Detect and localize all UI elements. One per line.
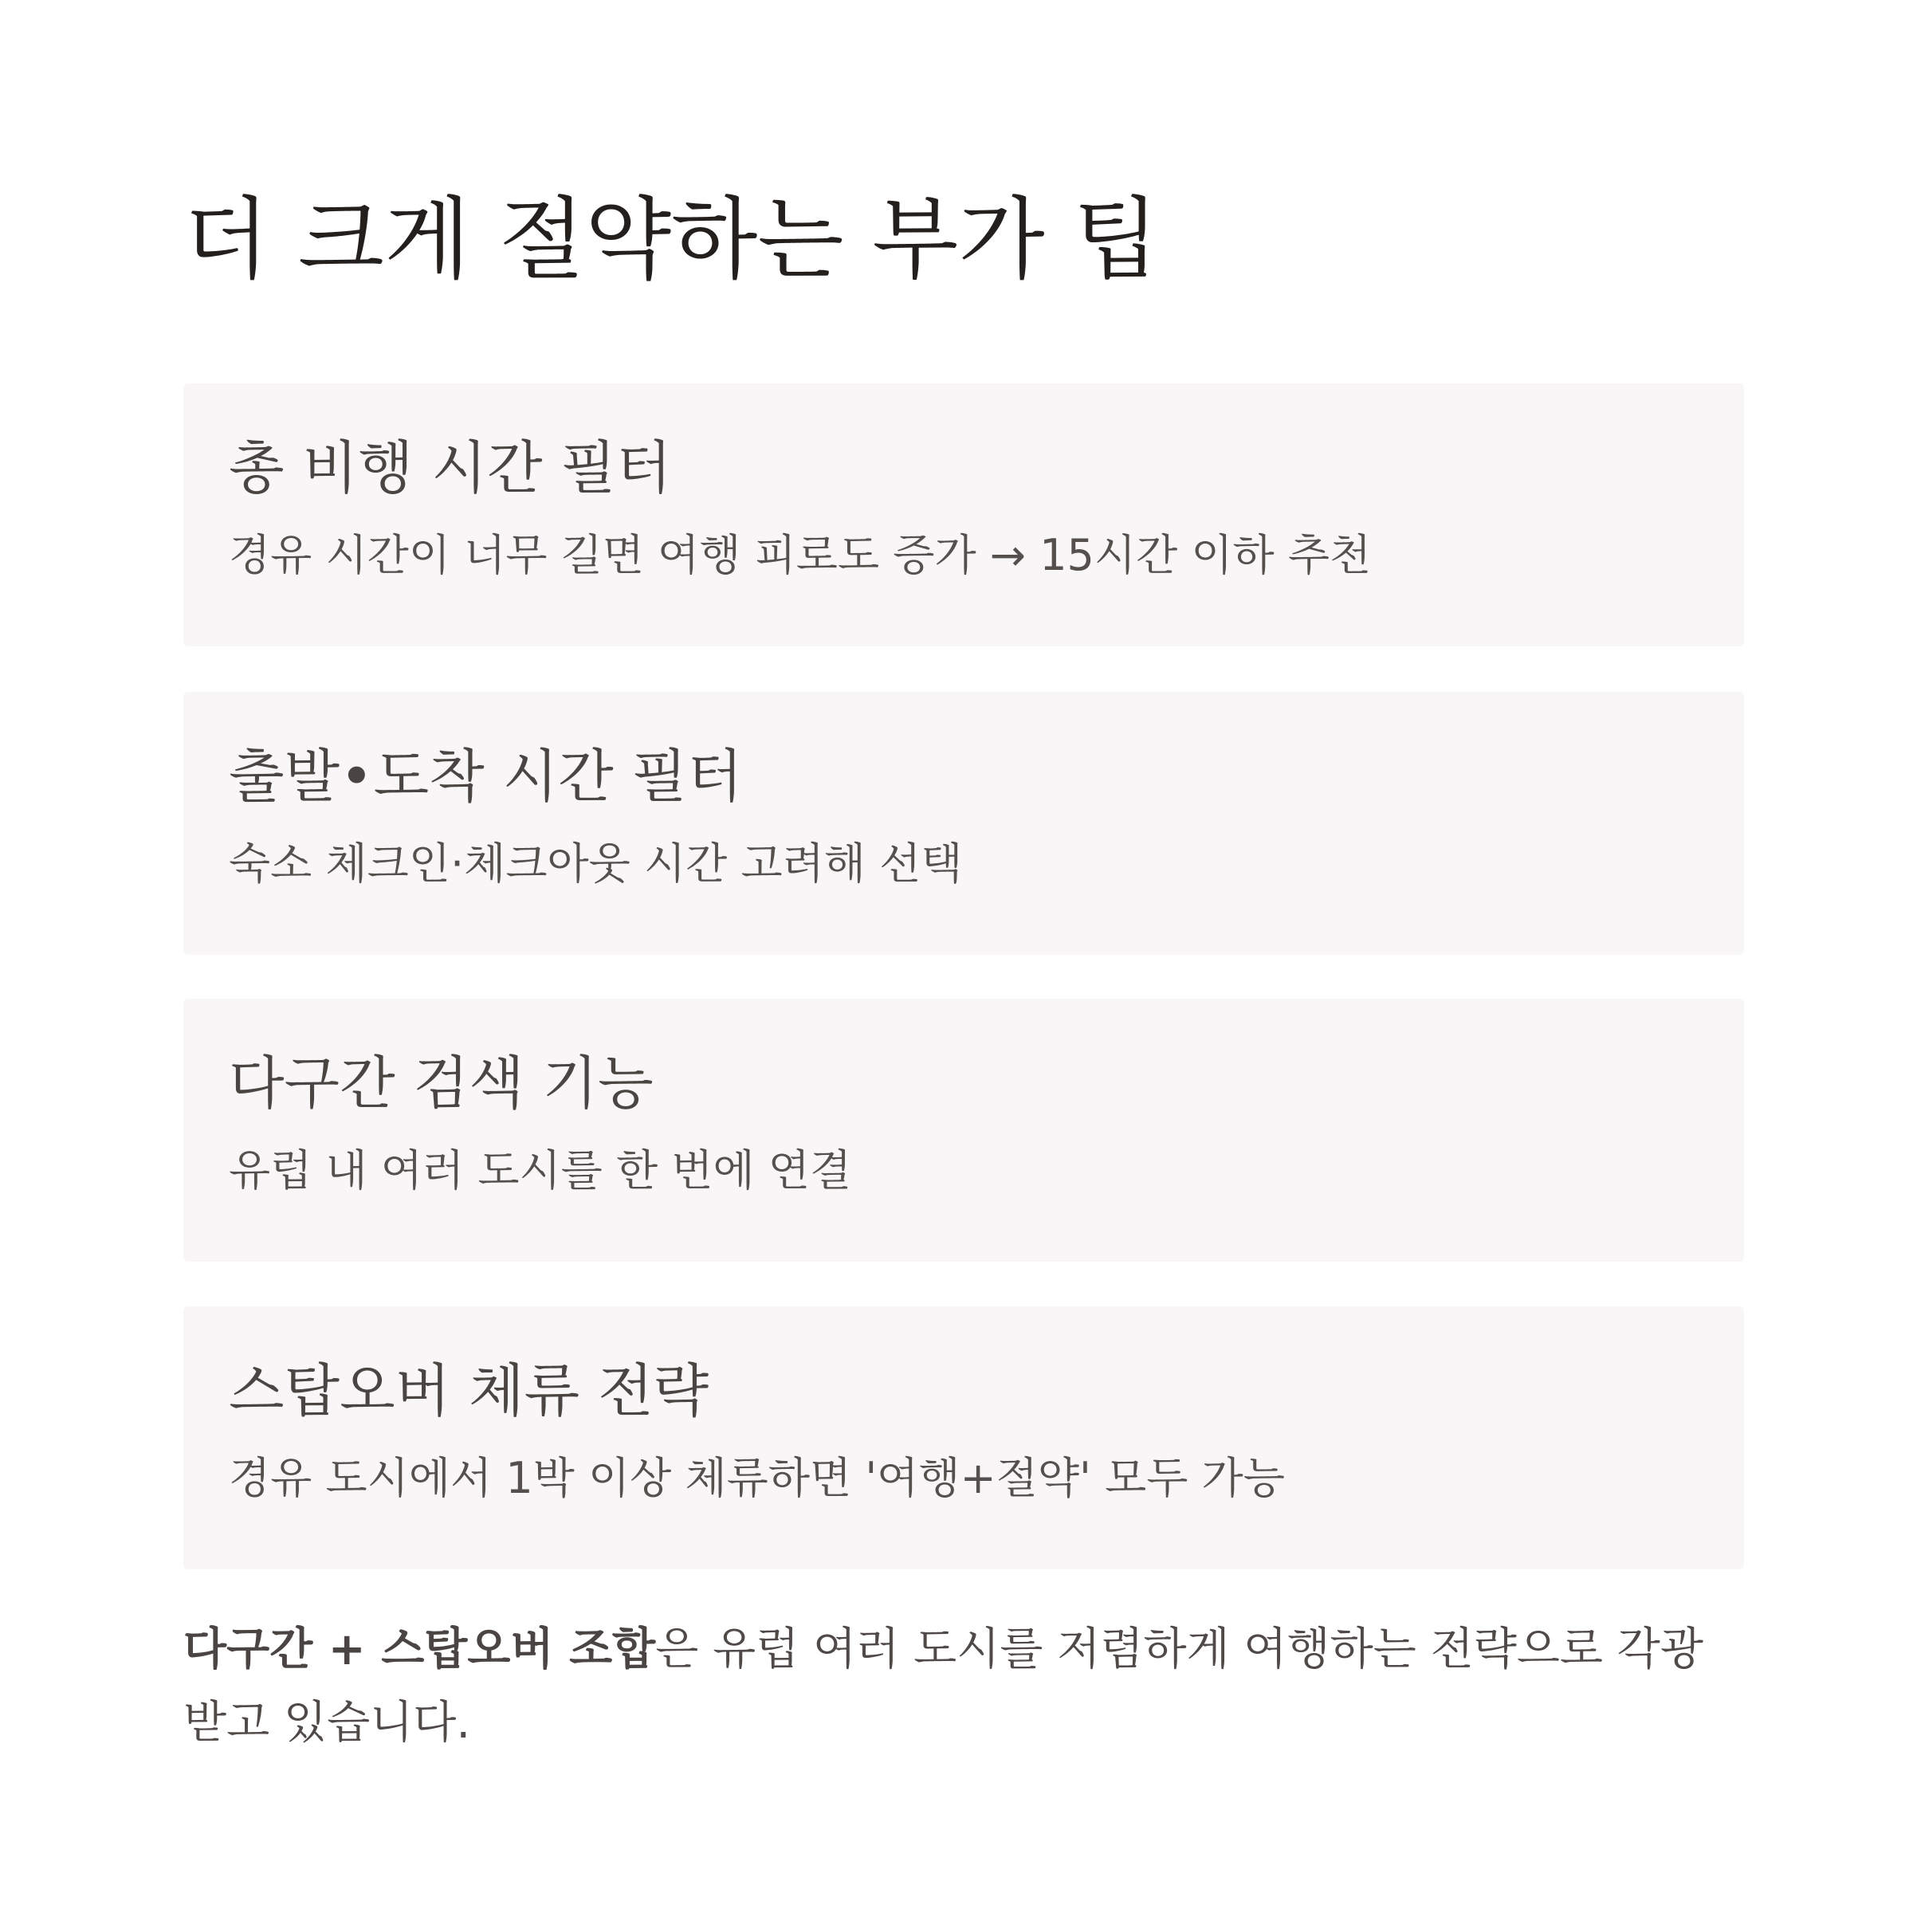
summary-text: 은 유럽 여러 도시를 저렴하게 여행하는 전략으로 각광받고 있습니다.	[183, 1624, 1703, 1749]
tip-card-description: 유럽 내 여러 도시를 한 번에 연결	[229, 1145, 852, 1196]
summary-highlight: 다구간 + 스탑오버 조합	[183, 1624, 656, 1675]
tip-card-title: 출발•도착 시간 필터	[229, 743, 743, 810]
page-title: 더 크게 절약하는 부가 팁	[183, 188, 1160, 292]
tip-card-title: 총 비행 시간 필터	[229, 434, 672, 501]
tip-card-title: 스탑오버 체류 전략	[229, 1357, 709, 1424]
tip-card-description: 경유 시간이 너무 길면 여행 피로도 증가 → 15시간 이하 추천	[229, 530, 1372, 580]
tip-card-description: 숙소 체크인·체크아웃 시간 고려해 선택	[229, 838, 963, 889]
tip-card-departure-arrival-time	[183, 692, 1744, 955]
tip-card-stopover-strategy	[183, 1306, 1744, 1569]
summary-paragraph	[183, 1613, 1744, 1760]
tip-card-total-flight-time	[183, 383, 1744, 646]
tip-card-description: 경유 도시에서 1박 이상 체류하면 '여행+절약' 모두 가능	[229, 1453, 1285, 1503]
tip-card-title: 다구간 검색 기능	[229, 1050, 654, 1117]
tip-card-multi-city-search	[183, 999, 1744, 1262]
